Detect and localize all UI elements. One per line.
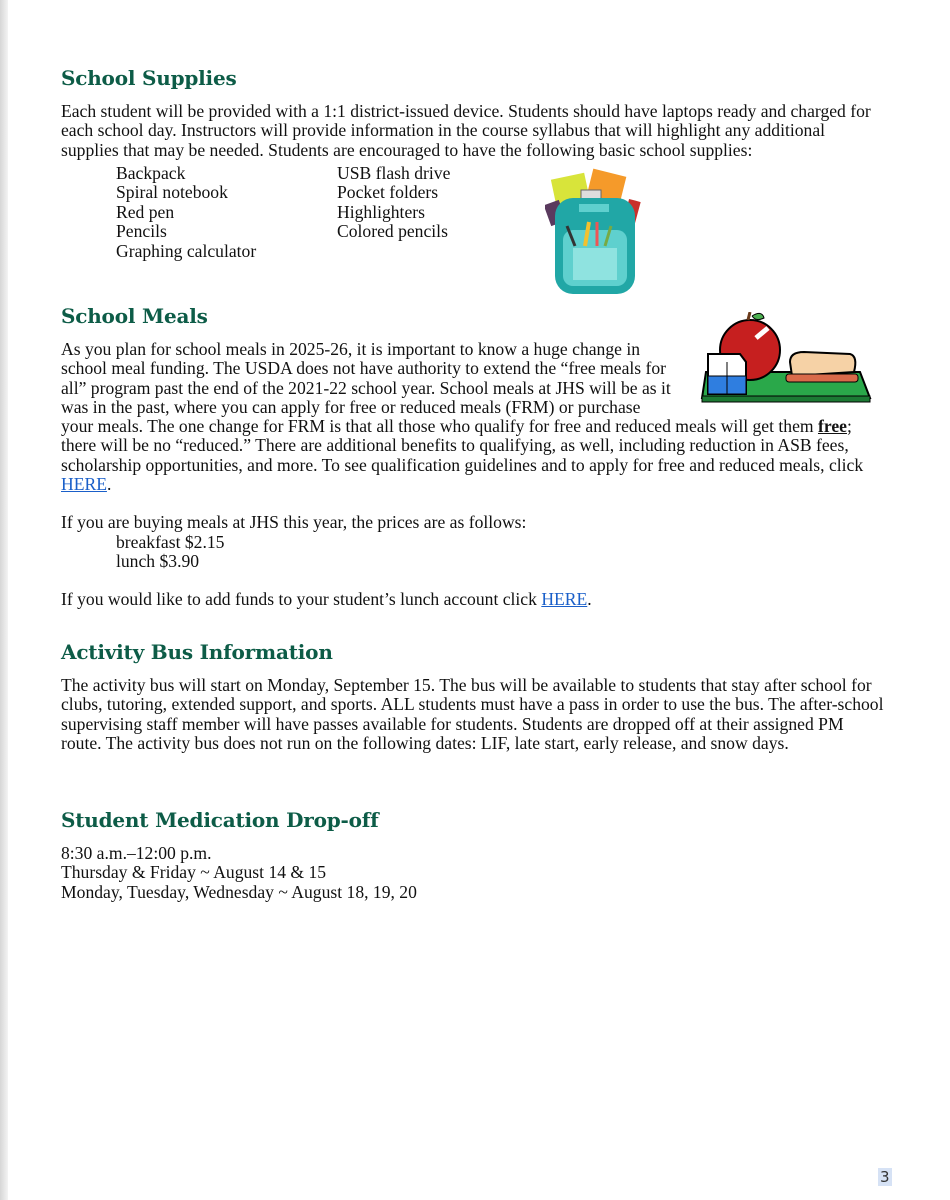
medication-date: Thursday & Friday ~ August 14 & 15: [61, 862, 327, 883]
supply-item: Colored pencils: [337, 221, 448, 242]
page-number: 3: [880, 1168, 890, 1186]
supplies-list: [116, 164, 887, 261]
supplies-intro: Each student will be provided with a 1:1 district-issued device. Students should have laptops ready and charged for each school day. Instructors will provide information in the course syllabus that will highlight any additional supplies that may be needed. Students are encouraged to have the following basic school supplies:: [61, 101, 871, 160]
meals-paragraph: As you plan for school meals in 2025-26, it is important to know a huge change in school meal funding. The USDA does not have authority to extend the “free meals for all” program past the end of the 2021-22 school year. School meals at JHS will be as it was in the past, where you can apply for free or reduced meals (FRM) or purchase your meals. The one change for FRM is that all those who qualify for free and reduced meals will get them free; there will be no “reduced.” There are additional benefits to qualifying, as well, including reduction in ASB fees, scholarship opportunities, and more. To see qualification guidelines and to apply for free and reduced meals, click HERE.: [61, 339, 864, 495]
bus-paragraph: The activity bus will start on Monday, September 15. The bus will be available to students that stay after school for clubs, tutoring, extended support, and sports. ALL students must have a pass in order to use the bus. The after-school supervising staff member will have passes available for students. Students are dropped off at their assigned PM route. The activity bus does not run on the following dates: LIF, late start, early release, and snow days.: [61, 675, 884, 753]
free-meals-link[interactable]: HERE: [61, 474, 107, 495]
backpack-image: [545, 168, 645, 296]
section-heading: School Supplies: [61, 66, 237, 90]
section-heading: Activity Bus Information: [61, 640, 333, 664]
breakfast-price: breakfast $2.15: [116, 531, 225, 552]
supply-item: Spiral notebook: [116, 182, 228, 203]
section-heading: School Meals: [61, 304, 208, 328]
medication-hours: 8:30 a.m.–12:00 p.m.: [61, 843, 212, 863]
supply-item: Graphing calculator: [116, 240, 257, 261]
page-edge: [0, 0, 8, 1200]
activity-bus-section: [61, 640, 887, 753]
funds-text: If you would like to add funds to your student’s lunch account click HERE.: [61, 589, 592, 610]
medication-section: [61, 808, 887, 902]
medication-date: Monday, Tuesday, Wednesday ~ August 18, 19, 20: [61, 881, 417, 902]
prices-intro: If you are buying meals at JHS this year, the prices are as follows:: [61, 512, 527, 533]
lunch-price: lunch $3.90: [116, 550, 200, 571]
lunch-account-link[interactable]: HERE: [541, 589, 588, 610]
section-heading: Student Medication Drop-off: [61, 808, 379, 832]
supply-item: Pocket folders: [337, 182, 439, 203]
supply-item: Pencils: [116, 221, 167, 242]
lunch-tray-image: [700, 312, 872, 404]
supply-item: Red pen: [116, 201, 175, 222]
school-supplies-section: [61, 66, 887, 261]
supply-item: Backpack: [116, 162, 186, 183]
supply-item: USB flash drive: [337, 162, 451, 183]
free-emphasis: free: [817, 416, 847, 437]
supply-item: Highlighters: [337, 201, 425, 222]
